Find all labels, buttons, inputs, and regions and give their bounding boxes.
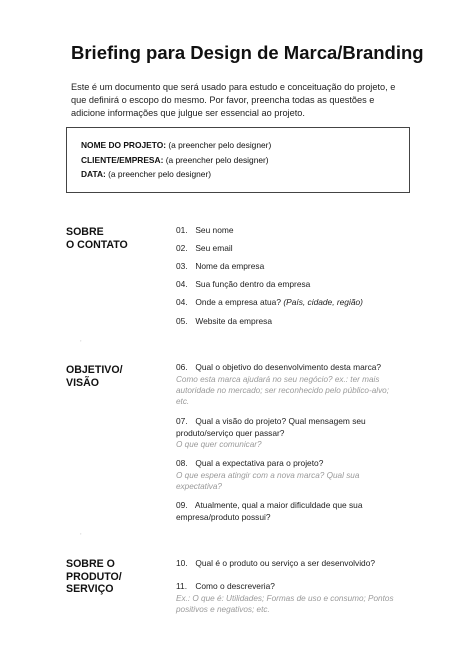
question-item — [176, 279, 396, 291]
section-title-line: SOBRE O — [66, 558, 115, 570]
question-text: Qual é o produto ou serviço a ser desenvolvido? — [195, 558, 376, 568]
section-title-line: SOBRE — [66, 226, 104, 238]
question-number: 06. — [176, 362, 188, 372]
question-number: 07. — [176, 416, 188, 426]
section-title-objective — [66, 364, 123, 389]
question-text: Sua função dentro da empresa — [195, 279, 311, 289]
date-value: (a preencher pelo designer) — [105, 169, 212, 179]
question-item — [176, 558, 406, 570]
question-number: 01. — [176, 225, 188, 235]
question-text: Seu email — [195, 243, 233, 253]
question-item — [176, 243, 396, 255]
date-label: DATA: — [81, 169, 106, 179]
question-number: 05. — [176, 316, 188, 326]
client-row — [81, 153, 409, 168]
question-item — [176, 362, 406, 374]
section-title-product — [66, 558, 122, 596]
question-text-italic: (País, cidade, região) — [283, 297, 363, 307]
question-number: 03. — [176, 261, 188, 271]
section-title-line: SERVIÇO — [66, 583, 114, 595]
client-value: (a preencher pelo designer) — [163, 154, 269, 165]
question-hint: Como esta marca ajudará no seu negócio? ex.: ter mais autoridade no mercado; ser reconhecido pelo público-alvo; etc. — [176, 375, 390, 407]
client-label: CLIENTE/EMPRESA: — [81, 154, 164, 165]
question-number: 10. — [176, 558, 188, 568]
question-item — [176, 316, 396, 328]
question-item — [176, 458, 396, 470]
question-item — [176, 297, 416, 309]
document-title: Briefing para Design de Marca/Branding — [71, 42, 424, 63]
question-text: Onde a empresa atua? — [195, 297, 284, 307]
project-name-label: NOME DO PROJETO: — [81, 140, 167, 150]
question-text: Nome da empresa — [195, 261, 265, 271]
separator-dot: , — [80, 530, 82, 536]
section-title-line: OBJETIVO/ — [66, 364, 123, 376]
date-row — [81, 167, 409, 182]
section-title-line: O CONTATO — [66, 238, 128, 251]
question-number: 02. — [176, 243, 188, 253]
section-title-line: VISÃO — [66, 376, 99, 389]
question-number: 09. — [176, 500, 188, 510]
question-item — [176, 261, 396, 273]
question-number: 08. — [176, 458, 188, 468]
question-text: Qual a visão do projeto? Qual mensagem seu produto/serviço quer passar? — [176, 416, 366, 438]
question-text: Qual a expectativa para o projeto? — [195, 458, 324, 468]
question-number: 11. — [176, 581, 188, 591]
question-number: 04. — [176, 279, 188, 289]
question-item — [176, 581, 396, 593]
project-info-box — [66, 127, 410, 193]
question-text: Website da empresa — [195, 316, 272, 326]
project-name-value: (a preencher pelo designer) — [166, 140, 272, 150]
question-text: Como o descreveria? — [195, 581, 275, 591]
question-hint: Ex.: O que é: Utilidades; Formas de uso e consumo; Pontos positivos e negativos; etc. — [176, 594, 394, 615]
question-number: 04. — [176, 297, 188, 307]
section-title-contact — [66, 226, 128, 251]
intro-paragraph: Este é um documento que será usado para estudo e conceituação do projeto, e que definirá o escopo do mesmo. Por favor, preencha todas as questões e adicione informações que julgue ser essencial ao projeto. — [71, 82, 396, 118]
question-item — [176, 416, 376, 439]
question-hint: O que quer comunicar? — [176, 440, 262, 449]
separator-dot: , — [80, 337, 82, 343]
question-item — [176, 500, 376, 523]
question-text: Seu nome — [195, 225, 234, 235]
project-name-row — [81, 138, 409, 153]
question-text: Atualmente, qual a maior dificuldade que sua empresa/produto possui? — [176, 500, 363, 522]
question-hint: O que espera atingir com a nova marca? Qual sua expectativa? — [176, 471, 360, 492]
question-item — [176, 225, 396, 237]
section-title-line: PRODUTO/ — [66, 570, 122, 583]
question-text: Qual o objetivo do desenvolvimento desta marca? — [195, 362, 382, 372]
